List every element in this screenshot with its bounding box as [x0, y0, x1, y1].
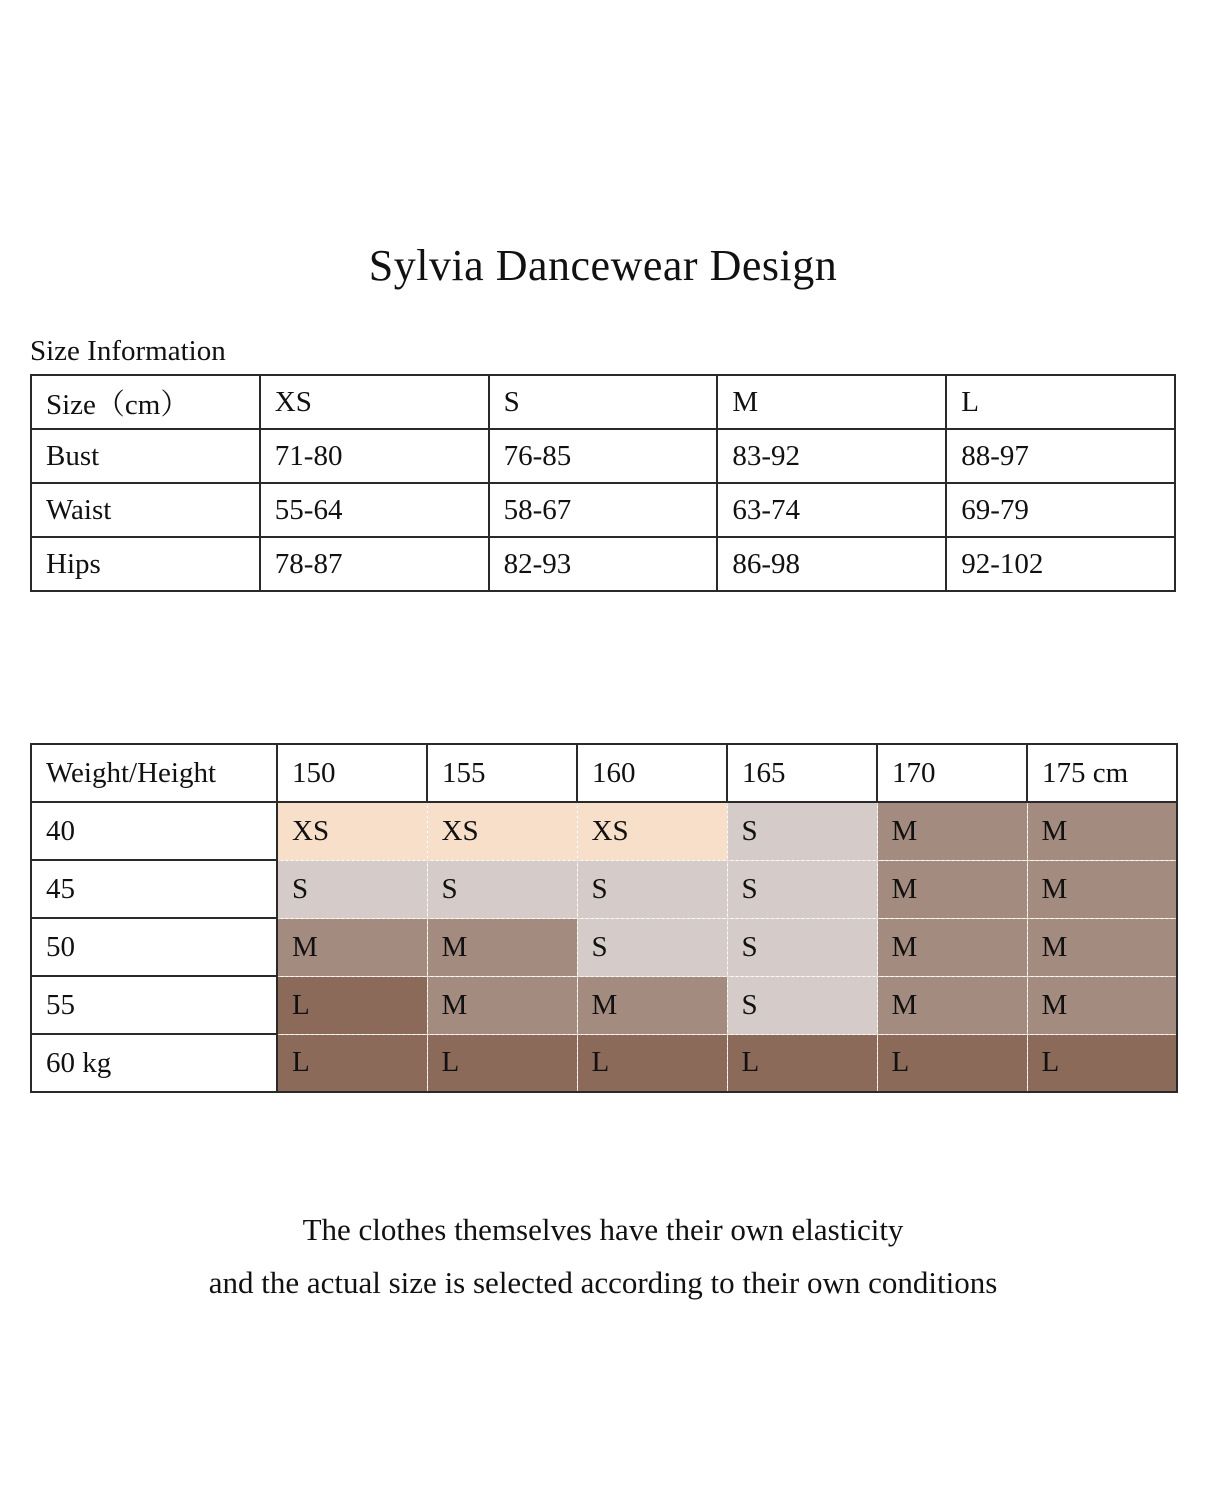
- weight-height-row: [31, 802, 1177, 860]
- size-table-header-cell: L: [946, 375, 1175, 429]
- size-cell: L: [1027, 1034, 1177, 1092]
- weight-height-row: [31, 1034, 1177, 1092]
- weight-height-row: [31, 918, 1177, 976]
- measurement-cell: 63-74: [717, 483, 946, 537]
- weight-row-label: 45: [31, 860, 277, 918]
- size-cell: S: [727, 802, 877, 860]
- size-cell: S: [427, 860, 577, 918]
- measurement-cell: 69-79: [946, 483, 1175, 537]
- measurement-cell: 92-102: [946, 537, 1175, 591]
- size-cell: S: [577, 918, 727, 976]
- measurement-row-label: Hips: [31, 537, 260, 591]
- measurement-cell: 82-93: [489, 537, 718, 591]
- weight-row-label: 60 kg: [31, 1034, 277, 1092]
- size-cell: M: [427, 918, 577, 976]
- height-header-cell: 170: [877, 744, 1027, 802]
- height-header-cell: 155: [427, 744, 577, 802]
- size-table-header-row: [31, 375, 1175, 429]
- weight-height-header-row: [31, 744, 1177, 802]
- weight-height-corner-label: Weight/Height: [31, 744, 277, 802]
- size-cell: M: [877, 860, 1027, 918]
- size-cell: XS: [427, 802, 577, 860]
- height-header-cell: 150: [277, 744, 427, 802]
- size-table-header-cell: Size（cm）: [31, 375, 260, 429]
- measurement-cell: 71-80: [260, 429, 489, 483]
- size-cell: L: [577, 1034, 727, 1092]
- size-measurements-table: [30, 374, 1176, 592]
- size-cell: M: [1027, 860, 1177, 918]
- footer-line-2: and the actual size is selected according to their own conditions: [208, 1265, 998, 1301]
- weight-row-label: 40: [31, 802, 277, 860]
- measurement-cell: 86-98: [717, 537, 946, 591]
- size-cell: XS: [277, 802, 427, 860]
- size-cell: S: [577, 860, 727, 918]
- measurement-row-label: Bust: [31, 429, 260, 483]
- measurement-cell: 58-67: [489, 483, 718, 537]
- size-table-header-cell: S: [489, 375, 718, 429]
- size-cell: M: [577, 976, 727, 1034]
- height-header-cell: 175 cm: [1027, 744, 1177, 802]
- size-cell: S: [727, 918, 877, 976]
- size-cell: S: [727, 976, 877, 1034]
- size-cell: M: [877, 802, 1027, 860]
- measurement-row-label: Waist: [31, 483, 260, 537]
- size-table-row: [31, 483, 1175, 537]
- size-cell: M: [427, 976, 577, 1034]
- footer-line-1: The clothes themselves have their own elasticity: [302, 1212, 904, 1248]
- size-cell: L: [277, 1034, 427, 1092]
- size-cell: M: [1027, 976, 1177, 1034]
- size-cell: L: [277, 976, 427, 1034]
- weight-height-size-matrix: [30, 743, 1178, 1093]
- size-table-header-cell: M: [717, 375, 946, 429]
- size-cell: L: [427, 1034, 577, 1092]
- size-cell: M: [277, 918, 427, 976]
- size-table-row: [31, 537, 1175, 591]
- height-header-cell: 165: [727, 744, 877, 802]
- size-cell: L: [727, 1034, 877, 1092]
- size-cell: L: [877, 1034, 1027, 1092]
- footer-note: [0, 1203, 1206, 1309]
- size-cell: S: [727, 860, 877, 918]
- size-cell: S: [277, 860, 427, 918]
- weight-row-label: 50: [31, 918, 277, 976]
- measurement-cell: 78-87: [260, 537, 489, 591]
- size-cell: M: [877, 918, 1027, 976]
- measurement-cell: 55-64: [260, 483, 489, 537]
- measurement-cell: 76-85: [489, 429, 718, 483]
- weight-row-label: 55: [31, 976, 277, 1034]
- height-header-cell: 160: [577, 744, 727, 802]
- size-cell: XS: [577, 802, 727, 860]
- measurement-cell: 88-97: [946, 429, 1175, 483]
- size-table-header-cell: XS: [260, 375, 489, 429]
- weight-height-row: [31, 860, 1177, 918]
- page-title: Sylvia Dancewear Design: [368, 241, 838, 290]
- measurement-cell: 83-92: [717, 429, 946, 483]
- size-cell: M: [877, 976, 1027, 1034]
- size-table-row: [31, 429, 1175, 483]
- size-cell: M: [1027, 802, 1177, 860]
- weight-height-row: [31, 976, 1177, 1034]
- size-information-label: Size Information: [30, 335, 226, 368]
- size-cell: M: [1027, 918, 1177, 976]
